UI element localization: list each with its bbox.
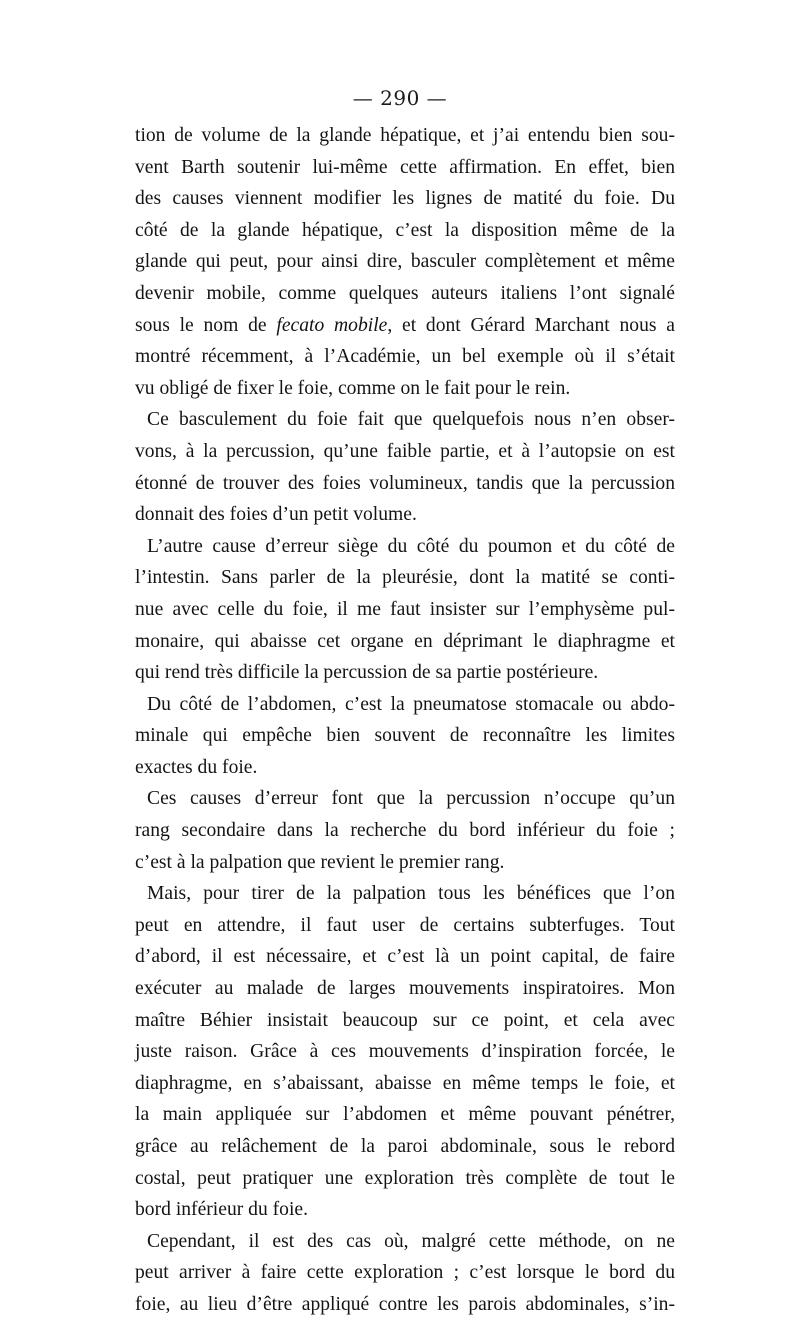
text-line: vent Barth soutenir lui-même cette affirmation. En effet, bien [135,156,675,178]
text-line: diaphragme, en s’abaissant, abaisse en même temps le foie, et [135,1072,675,1094]
text-line: peut en attendre, il faut user de certains subterfuges. Tout [135,914,675,936]
text-line: exactes du foie. [135,756,258,778]
page-number: — 290 — [352,86,448,110]
text-line: l’intestin. Sans parler de la pleurésie, dont la matité se conti- [135,567,675,589]
text-line: Ces causes d’erreur font que la percussion n’occupe qu’un [147,788,675,810]
text-line: rang secondaire dans la recherche du bord inférieur du foie ; [135,820,675,842]
text-line: montré récemment, à l’Académie, un bel exemple où il s’était [135,346,675,368]
text-line: étonné de trouver des foies volumineux, tandis que la percussion [135,472,675,494]
text-line: Du côté de l’abdomen, c’est la pneumatose stomacale ou abdo- [147,693,675,715]
text-line: sous le nom de fecato mobile, et dont Gérard Marchant nous a [135,314,675,336]
text-line: juste raison. Grâce à ces mouvements d’inspiration forcée, le [135,1041,675,1063]
text-line: la main appliquée sur l’abdomen et même pouvant pénétrer, [135,1104,675,1126]
text-line: foie, au lieu d’être appliqué contre les parois abdominales, s’in- [135,1293,675,1315]
text-line: vu obligé de fixer le foie, comme on le fait pour le rein. [135,377,571,399]
text-line: donnait des foies d’un petit volume. [135,504,417,526]
text-line: exécuter au malade de larges mouvements inspiratoires. Mon [135,978,675,1000]
text-line: costal, peut pratiquer une exploration très complète de tout le [135,1167,675,1189]
text-line: qui rend très difficile la percussion de sa partie postérieure. [135,662,599,684]
text-line: Cependant, il est des cas où, malgré cette méthode, on ne [147,1230,675,1252]
text-line: Ce basculement du foie fait que quelquefois nous n’en obser- [147,409,675,431]
text-line: côté de la glande hépatique, c’est la disposition même de la [135,219,675,241]
text-line: bord inférieur du foie. [135,1199,309,1221]
text-line: c’est à la palpation que revient le premier rang. [135,851,505,873]
text-line: grâce au relâchement de la paroi abdominale, sous le rebord [135,1136,675,1157]
text-line: glande qui peut, pour ainsi dire, basculer complètement et même [135,251,675,273]
text-line: nue avec celle du foie, il me faut insister sur l’emphysème pul- [135,598,675,620]
body-text [135,120,675,1321]
text-line: devenir mobile, comme quelques auteurs italiens l’ont signalé [135,282,675,304]
text-line: vons, à la percussion, qu’une faible partie, et à l’autopsie on est [135,440,675,462]
text-line: peut arriver à faire cette exploration ; c’est lorsque le bord du [135,1262,675,1284]
text-line: maître Béhier insistait beaucoup sur ce point, et cela avec [135,1009,675,1031]
text-line: Mais, pour tirer de la palpation tous les bénéfices que l’on [147,883,675,905]
text-line: tion de volume de la glande hépatique, et j’ai entendu bien sou- [135,125,675,146]
text-line: monaire, qui abaisse cet organe en déprimant le diaphragme et [135,630,675,652]
italic-term: fecato mobile [276,314,388,336]
text-line: L’autre cause d’erreur siège du côté du poumon et du côté de [147,535,675,557]
text-line: des causes viennent modifier les lignes de matité du foie. Du [135,188,675,210]
text-line: minale qui empêche bien souvent de reconnaître les limites [135,725,675,747]
text-line: d’abord, il est nécessaire, et c’est là un point capital, de faire [135,946,675,968]
